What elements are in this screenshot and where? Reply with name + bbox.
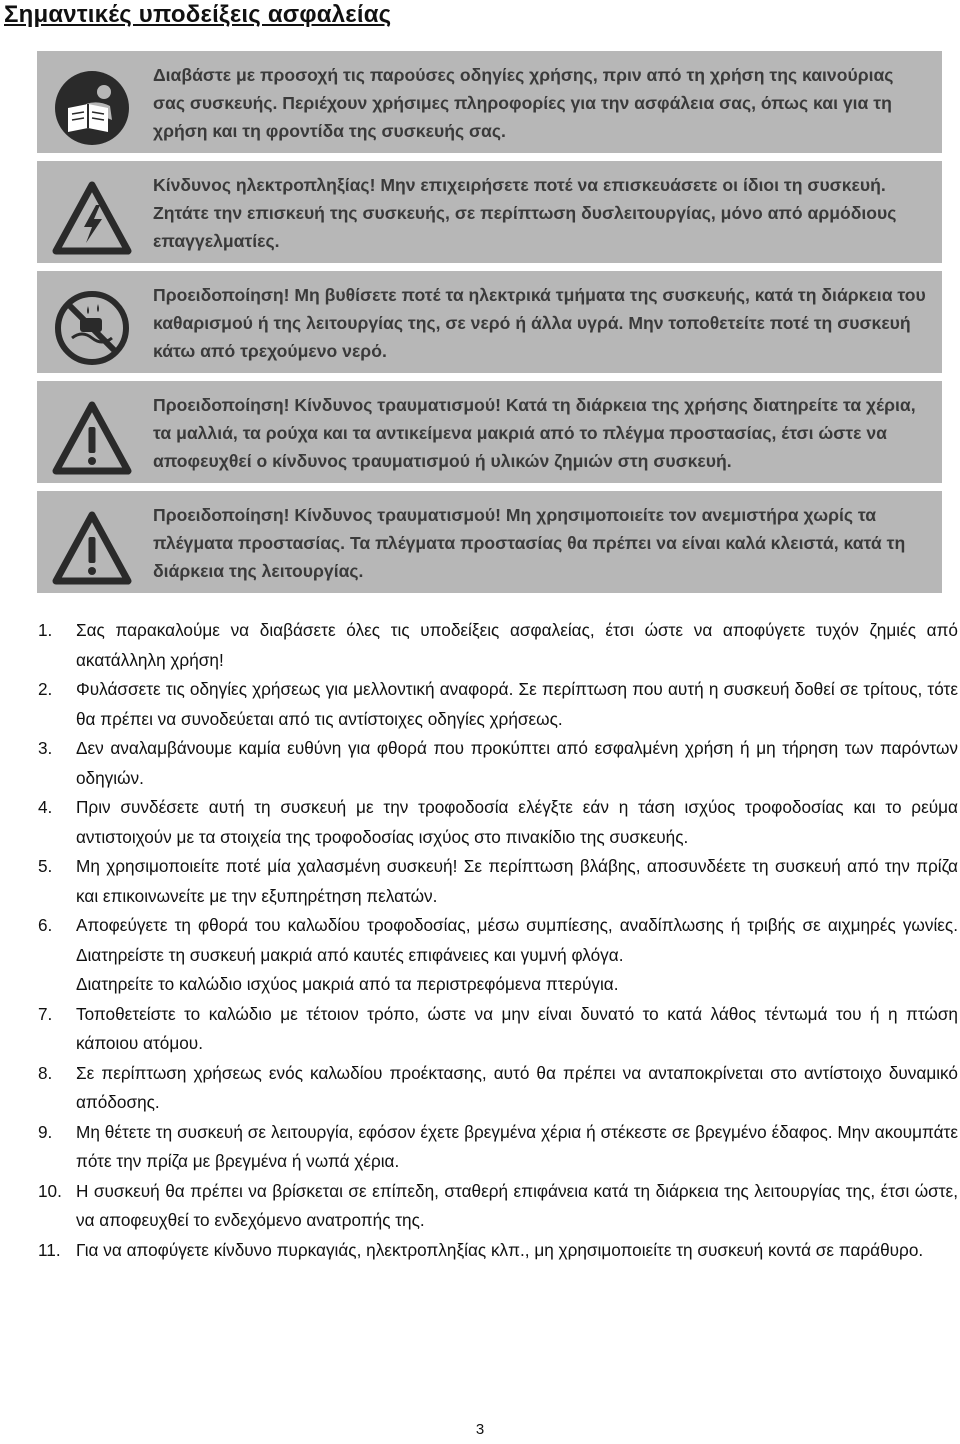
item-number: 4. xyxy=(38,797,53,817)
item-text: Για να αποφύγετε κίνδυνο πυρκαγιάς, ηλεκτροπληξίας κλπ., μη χρησιμοποιείτε τη συσκευή κοντά σε παράθυρο. xyxy=(76,1239,924,1260)
list-item xyxy=(38,911,958,970)
item-text: Μη χρησιμοποιείτε ποτέ μία χαλασμένη συσκευή! Σε περίπτωση βλάβης, αποσυνδέετε τη συσκευή από την πρίζα και επικοινωνείτε με την εξυπηρέτηση πελατών. xyxy=(76,856,958,906)
item-number: 8. xyxy=(38,1062,53,1083)
warning-box-electric-shock xyxy=(37,161,942,263)
warning-text: Προειδοποίηση! Κίνδυνος τραυματισμού! Κατά τη διάρκεια της χρήσης διατηρείτε τα χέρια, τα μαλλιά, τα ρούχα και τα αντικείμενα μακριά από το πλέγμα προστασίας, έτσι ώστε να αποφευχθεί ο κίνδυνος τραυματισμού ή υλικών ζημιών στη συσκευή. xyxy=(153,395,916,471)
item-text: Σας παρακαλούμε να διαβάσετε όλες τις υποδείξεις ασφαλείας, έτσι ώστε να αποφύγετε τυχόν ζημιές από ακατάλληλη χρήση! xyxy=(76,620,958,670)
item-number: 7. xyxy=(38,1003,53,1024)
item-text: Η συσκευή θα πρέπει να βρίσκεται σε επίπεδη, σταθερή επιφάνεια κατά τη διάρκεια της λειτουργίας της, έτσι ώστε, να αποφευχθεί το ενδεχόμενο ανατροπής της. xyxy=(76,1180,958,1230)
page-number: 3 xyxy=(475,1421,485,1438)
warning-text: Διαβάστε με προσοχή τις παρούσες οδηγίες χρήσης, πριν από τη χρήση της καινούριας σας συσκευής. Περιέχουν χρήσιμες πληροφορίες για την ασφάλεια σας, όπως και για τη χρήση και τη φροντίδα της συσκευής σας. xyxy=(153,65,894,141)
list-item xyxy=(38,1118,958,1177)
warning-box-read-manual xyxy=(37,51,942,153)
item-text: Φυλάσσετε τις οδηγίες χρήσεως για μελλοντική αναφορά. Σε περίπτωση που αυτή η συσκευή δοθεί σε τρίτους, τότε θα πρέπει να συνοδεύεται από τις αντίστοιχες οδηγίες χρήσεως. xyxy=(76,679,958,729)
warning-text: Προειδοποίηση! Κίνδυνος τραυματισμού! Μη χρησιμοποιείτε τον ανεμιστήρα χωρίς τα πλέγματα προστασίας. Τα πλέγματα προστασίας θα πρέπει να είναι καλά κλειστά, κατά τη διάρκεια της λειτουργίας. xyxy=(153,505,906,581)
list-item xyxy=(38,616,958,675)
warning-triangle-icon xyxy=(47,503,137,593)
safety-instructions-list xyxy=(38,616,958,1265)
item-number: 1. xyxy=(38,620,53,640)
list-item xyxy=(38,1236,958,1266)
item-text: Πριν συνδέσετε αυτή τη συσκευή με την τροφοδοσία ελέγξτε εάν η τάση ισχύος τροφοδοσίας και το ρεύμα αντιστοιχούν με τα στοιχεία της τροφοδοσίας ισχύος στο πινακίδιο της συσκευής. xyxy=(76,797,958,847)
item-number: 6. xyxy=(38,915,53,935)
item-text: Αποφεύγετε τη φθορά του καλωδίου τροφοδοσίας, μέσω συμπίεσης, αναδίπλωσης ή τριβής σε αιχμηρές γωνίες. Διατηρείστε τη συσκευή μακριά από καυτές επιφάνειες και γυμνή φλόγα. xyxy=(76,915,958,965)
list-item xyxy=(38,734,958,793)
electric-shock-warning-icon xyxy=(47,173,137,263)
no-water-immersion-icon xyxy=(47,283,137,373)
item-number: 11. xyxy=(38,1239,61,1260)
list-item xyxy=(38,1000,958,1059)
item-text: Δεν αναλαμβάνουμε καμία ευθύνη για φθορά που προκύπτει από εσφαλμένη χρήση ή μη τήρηση των παρόντων οδηγιών. xyxy=(76,738,958,788)
warning-box-no-immersion xyxy=(37,271,942,373)
list-item xyxy=(38,675,958,734)
list-item xyxy=(38,1059,958,1118)
item-number: 2. xyxy=(38,679,53,699)
list-item xyxy=(38,852,958,911)
item-number: 5. xyxy=(38,856,53,876)
item-number: 3. xyxy=(38,738,53,758)
warning-panel xyxy=(37,51,942,601)
item-number: 10. xyxy=(38,1180,62,1201)
list-item xyxy=(38,1177,958,1236)
warning-triangle-icon xyxy=(47,393,137,483)
warning-box-injury-2 xyxy=(37,491,942,593)
warning-text: Προειδοποίηση! Μη βυθίσετε ποτέ τα ηλεκτρικά τμήματα της συσκευής, κατά τη διάρκεια του καθαρισμού ή της λειτουργίας της, σε νερό ή άλλα υγρά. Μην τοποθετείτε ποτέ τη συσκευή κάτω από τρεχούμενο νερό. xyxy=(153,285,926,361)
item-text: Τοποθετείστε το καλώδιο με τέτοιον τρόπο, ώστε να μην είναι δυνατό το κατά λάθος τέντωμά του ή η πτώση κάποιου ατόμου. xyxy=(76,1003,958,1053)
item-number: 9. xyxy=(38,1121,53,1142)
page-title: Σημαντικές υποδείξεις ασφαλείας xyxy=(4,1,392,28)
item-extra-text: Διατηρείτε το καλώδιο ισχύος μακριά από τα περιστρεφόμενα πτερύγια. xyxy=(76,974,619,994)
warning-box-injury-1 xyxy=(37,381,942,483)
item-text: Μη θέτετε τη συσκευή σε λειτουργία, εφόσον έχετε βρεγμένα χέρια ή στέκεστε σε βρεγμένο έδαφος. Μην ακουμπάτε πότε την πρίζα με βρεγμένα ή νωπά χέρια. xyxy=(76,1121,958,1171)
warning-text: Κίνδυνος ηλεκτροπληξίας! Μην επιχειρήσετε ποτέ να επισκευάσετε οι ίδιοι τη συσκευή. Ζητάτε την επισκευή της συσκευής, σε περίπτωση δυσλειτουργίας, μόνο από αρμόδιους επαγγελματίες. xyxy=(153,175,897,251)
read-manual-icon xyxy=(47,63,137,153)
list-item xyxy=(38,793,958,852)
item-text: Σε περίπτωση χρήσεως ενός καλωδίου προέκτασης, αυτό θα πρέπει να ανταποκρίνεται στο αντίστοιχο δυναμικό απόδοσης. xyxy=(76,1062,958,1112)
